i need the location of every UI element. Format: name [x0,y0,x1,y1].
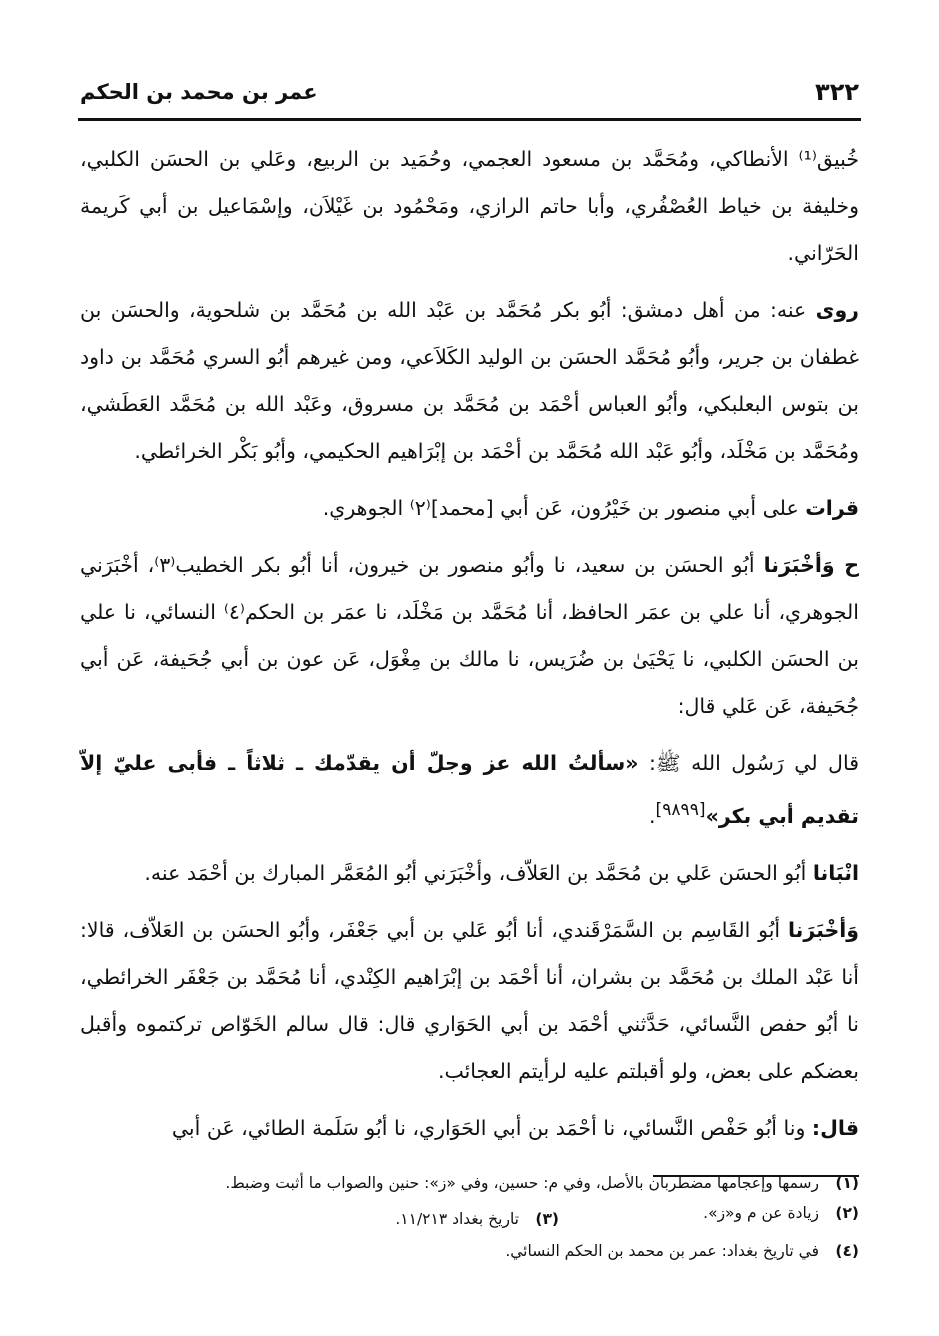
hadith-quote: «سألتُ الله عز وجلّ أن يقدّمك ـ ثلاثاً ـ فأبى عليّ إلاّ تقديم أبي بكر» [80,751,859,828]
main-text [80,136,859,1162]
footnote-1 [225,1174,859,1192]
footnote-3-number: (٣) [535,1210,559,1228]
footnote-2-text: زيادة عن م و«ز». [703,1204,819,1222]
paragraph-5-intro: قال لي رَسُول الله ﷺ: [638,751,859,775]
paragraph-1 [80,136,859,277]
paragraph-5: قال لي رَسُول الله ﷺ: «سألتُ الله عز وجلّ أن يقدّمك ـ ثلاثاً ـ فأبى عليّ إلاّ تقديم أبي بكر»[٩٨٩٩]. [80,751,859,828]
footnote-2 [703,1204,859,1222]
paragraph-3-text: على أبي منصور بن خَيْرُون، عَن أبي [محمد]⁽٢⁾ الجوهري. [322,496,806,520]
paragraph-8 [80,1105,859,1152]
paragraph-8-lead: قال: [811,1115,859,1140]
paragraph-3-lead: قرات [805,496,859,520]
paragraph-7 [80,907,859,1095]
paragraph-6 [80,850,859,897]
footnote-3 [395,1210,559,1228]
hadith-number: [٩٨٩٩] [655,800,706,820]
paragraph-2-text: عنه: من أهل دمشق: أبُو بكر مُحَمَّد بن عَبْد الله بن مُحَمَّد بن شلحوية، والحسَن بن غطفان بن جرير، وأبُو مُحَمَّد الحسَن بن الوليد الكَلاَعي، ومن غيرهم أبُو السري مُحَمَّد بن داود بن بتوس البعلبكي، وأبُو العباس أحْمَد بن مُحَمَّد بن مسروق، وعَبْد الله بن مُحَمَّد العَطَشي، ومُحَمَّد بن مَخْلَد، وأبُو عَبْد الله مُحَمَّد بن أحْمَد بن إبْرَاهيم الحكيمي، وأبُو بَكْر الخرائطي. [80,298,859,463]
paragraph-8-text: ونا أبُو حَفْص النَّسائي، نا أحْمَد بن أبي الحَوَاري، نا أبُو سَلَمة الطائي، عَن أبي [171,1115,812,1140]
header-rule [78,118,861,121]
paragraph-6-lead: انْبَانا [812,860,859,885]
footnote-4-text: في تاريخ بغداد: عمر بن محمد بن الحكم النسائي. [505,1242,819,1260]
page-number: ٣٢٢ [815,78,859,106]
footnote-4 [505,1242,859,1260]
footnote-3-text: تاريخ بغداد ١١/٢١٣. [395,1210,519,1228]
running-title: عمر بن محمد بن الحكم [80,80,318,104]
paragraph-2 [80,287,859,475]
paragraph-2-lead: روى [815,298,859,322]
paragraph-6-text: أبُو الحسَن عَلي بن مُحَمَّد بن العَلاّف، وأخْبَرَني أبُو المُعَمَّر المبارك بن أحْمَد عنه. [144,860,813,885]
footnote-1-text: رسمها وإعجامها مضطربان بالأصل، وفي م: حسين، وفي «ز»: حنين والصواب ما أثبت وضبط. [225,1174,819,1192]
footnote-4-number: (٤) [835,1242,859,1260]
paragraph-7-lead: وَأخْبَرَنا [787,917,859,942]
footnote-2-number: (٢) [835,1204,859,1222]
footnote-1-number: (١) [835,1174,859,1192]
paragraph-4-text: أبُو الحسَن بن سعيد، نا وأبُو منصور بن خيرون، أنا أبُو بكر الخطيب⁽٣⁾، أخْبَرَني الجوهري، أنا علي بن عمَر الحافظ، أنا مُحَمَّد بن مَخْلَد، نا عمَر بن الحكم⁽٤⁾ النسائي، نا علي بن الحسَن الكلبي، نا يَحْيَىٰ بن ضُرَيس، نا مالك بن مِغْوَل، عَن عون بن أبي جُحَيفة، عَن أبي جُحَيفة، عَن عَلي قال: [80,553,859,718]
paragraph-4 [80,542,859,730]
paragraph-4-lead: ح وَأخْبَرَنا [763,553,859,577]
paragraph-3 [80,485,859,532]
paragraph-1-text: خُبيق⁽¹⁾ الأنطاكي، ومُحَمَّد بن مسعود العجمي، وحُمَيد بن الربيع، وعَلي بن الحسَن الكلبي، وخليفة بن خياط العُصْفُري، وأبا حاتم الرازي، ومَحْمُود بن غَيْلاَن، وإسْمَاعيل بن أبي كَريمة الحَرّاني. [80,147,859,265]
paragraph-7-text: أبُو القَاسِم بن السَّمَرْقَندي، أنا أبُو عَلي بن أبي جَعْفَر، وأبُو الحسَن بن العَلاّف، قالا: أنا عَبْد الملك بن مُحَمَّد بن بشران، أنا أحْمَد بن إبْرَاهيم الكِنْدي، أنا مُحَمَّد بن جَعْفَر الخرائطي، نا أبُو حفص النَّسائي، حَدَّثني أحْمَد بن أبي الحَوَاري قال: قال سالم الخَوّاص تركتموه وأقبل بعضكم على بعض، ولو أقبلتم عليه لرأيتم العجائب. [80,917,859,1083]
page-header [80,78,859,112]
